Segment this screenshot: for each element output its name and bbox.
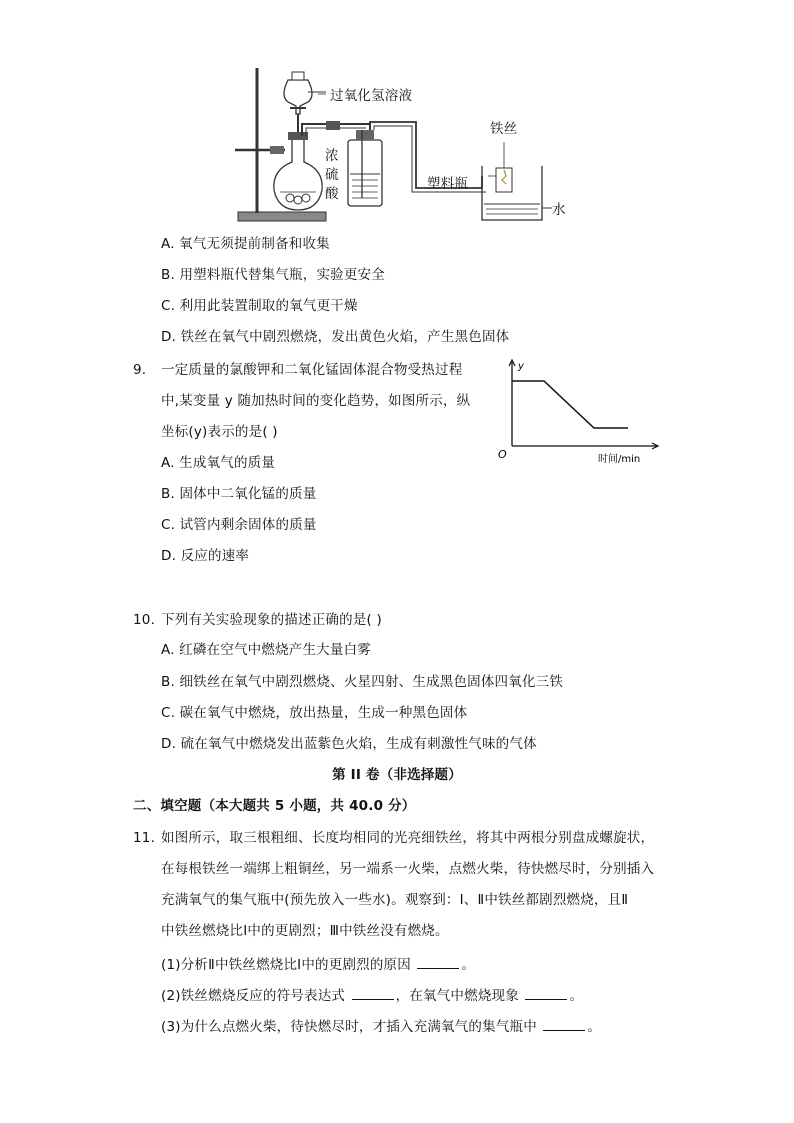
stand-base: [238, 212, 326, 221]
q10-option-b: B. 细铁丝在氧气中剧烈燃烧、火星四射、生成黑色固体四氧化三铁: [161, 674, 564, 690]
q9-graph: [492, 356, 672, 468]
label-bottle: 塑料瓶: [427, 176, 469, 192]
x-axis-label: 时间/min: [598, 454, 641, 465]
data-curve: [512, 381, 628, 428]
q11-stem-line4: 中铁丝燃烧比Ⅰ中的更剧烈；Ⅲ中铁丝没有燃烧。: [161, 923, 449, 939]
q11-sub3: [161, 1017, 601, 1036]
q11-sub3-text: (3)为什么点燃火柴，待快燃尽时，才插入充满氧气的集气瓶中: [161, 1019, 537, 1035]
q8-option-b: B. 用塑料瓶代替集气瓶，实验更安全: [161, 267, 385, 283]
q11-sub2-end: 。: [569, 988, 584, 1004]
part2-title: 第 II 卷（非选择题）: [332, 767, 462, 783]
section-heading: 二、填空题（本大题共 5 小题，共 40.0 分）: [133, 798, 416, 814]
q9-option-d: D. 反应的速率: [161, 548, 250, 564]
q11-sub2-text: (2)铁丝燃烧反应的符号表达式: [161, 988, 346, 1004]
acid-bottle: [348, 140, 382, 206]
q11-sub2-mid: ，在氧气中燃烧现象: [395, 988, 519, 1004]
q8-option-c: C. 利用此装置制取的氧气更干燥: [161, 298, 358, 314]
q10-stem: 下列有关实验现象的描述正确的是( ): [161, 612, 382, 628]
apparatus-diagram: [230, 58, 570, 228]
q9-option-a: A. 生成氧气的质量: [161, 455, 276, 471]
q11-stem-line1: 如图所示，取三根粗细、长度均相同的光亮细铁丝，将其中两根分别盘成螺旋状，: [161, 830, 655, 846]
answer-blank[interactable]: [352, 986, 394, 1000]
q10-option-c: C. 碳在氧气中燃烧，放出热量，生成一种黑色固体: [161, 705, 468, 721]
label-acid-2: 硫: [325, 167, 339, 183]
label-wire: 铁丝: [490, 121, 518, 137]
q8-option-d: D. 铁丝在氧气中剧烈燃烧，发出黄色火焰，产生黑色固体: [161, 329, 510, 345]
q9-number: 9.: [133, 362, 147, 378]
q11-sub2: [161, 986, 583, 1005]
q9-option-c: C. 试管内剩余固体的质量: [161, 517, 317, 533]
q11-sub1-end: 。: [461, 957, 476, 973]
label-h2o2: 过氧化氢溶液: [330, 88, 413, 104]
q9-stem-line3: 坐标(y)表示的是( ): [161, 424, 278, 440]
q10-option-d: D. 硫在氧气中燃烧发出蓝紫色火焰，生成有刺激性气味的气体: [161, 736, 537, 752]
q11-number: 11.: [133, 830, 156, 846]
label-acid-3: 酸: [325, 186, 339, 202]
q8-option-a: A. 氧气无须提前制备和收集: [161, 236, 330, 252]
q11-sub1-text: (1)分析Ⅱ中铁丝燃烧比Ⅰ中的更剧烈的原因: [161, 957, 411, 973]
answer-blank[interactable]: [417, 955, 459, 969]
q10-number: 10.: [133, 612, 156, 628]
q10-option-a: A. 红磷在空气中燃烧产生大量白雾: [161, 642, 371, 658]
q11-sub3-end: 。: [587, 1019, 602, 1035]
q11-stem-line3: 充满氧气的集气瓶中(预先放入一些水)。观察到：Ⅰ、Ⅱ中铁丝都剧烈燃烧，且Ⅱ: [161, 892, 629, 908]
q9-stem-line1: 一定质量的氯酸钾和二氧化锰固体混合物受热过程: [161, 362, 463, 378]
q11-sub1: [161, 955, 475, 974]
q11-stem-line2: 在每根铁丝一端绑上粗铜丝，另一端系一火柴，点燃火柴，待快燃尽时，分别插入: [161, 861, 655, 877]
origin-label: O: [498, 448, 507, 461]
label-acid-1: 浓: [325, 148, 339, 164]
label-water: 水: [552, 202, 566, 218]
answer-blank[interactable]: [543, 1017, 585, 1031]
q9-stem-line2: 中,某变量 y 随加热时间的变化趋势，如图所示，纵: [161, 393, 471, 409]
y-axis-label: y: [518, 361, 524, 372]
q9-option-b: B. 固体中二氧化锰的质量: [161, 486, 317, 502]
answer-blank[interactable]: [525, 986, 567, 1000]
